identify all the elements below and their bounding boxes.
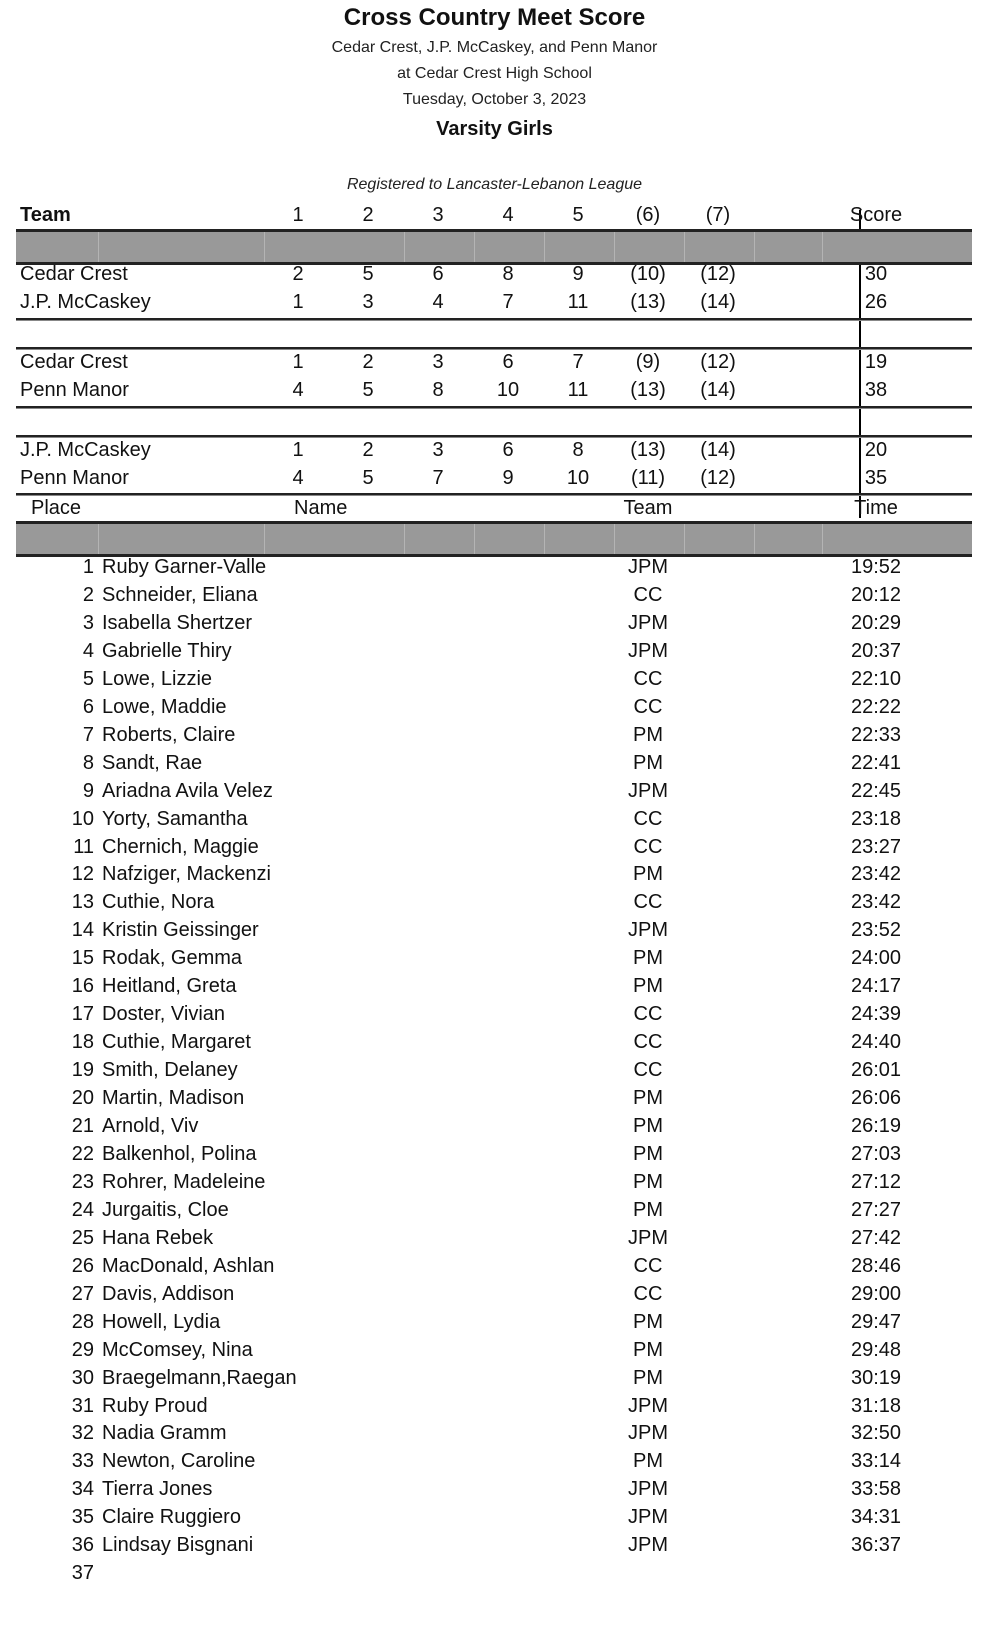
band-separator <box>474 524 475 554</box>
matchup-place: 7 <box>502 291 514 313</box>
result-place: 9 <box>82 779 94 802</box>
band-separator <box>404 524 405 554</box>
result-name: Martin, Madison <box>102 1087 245 1110</box>
result-name: Jurgaitis, Cloe <box>102 1198 229 1221</box>
result-place: 10 <box>71 807 94 830</box>
result-place: 5 <box>82 667 94 690</box>
matchup-place: 10 <box>566 467 590 489</box>
matchup-score: 20 <box>864 439 888 461</box>
results-header-name: Name <box>294 497 348 519</box>
band-separator <box>684 232 685 262</box>
result-name: Cuthie, Nora <box>102 891 215 914</box>
matchup-team-name: Penn Manor <box>20 379 129 401</box>
matchup-score: 26 <box>864 291 888 313</box>
matchup-place: (14) <box>700 291 736 313</box>
result-time: 22:22 <box>850 695 902 718</box>
meet-venue: at Cedar Crest High School <box>397 65 592 82</box>
result-place: 18 <box>71 1031 94 1054</box>
result-team: PM <box>633 1450 663 1473</box>
result-team: JPM <box>628 779 668 802</box>
result-place: 31 <box>71 1394 94 1417</box>
band-separator <box>98 232 99 262</box>
result-place: 12 <box>71 863 94 886</box>
matchup-place: 10 <box>496 379 520 401</box>
result-name: Howell, Lydia <box>102 1310 221 1333</box>
result-team: PM <box>633 1366 663 1389</box>
result-team: PM <box>633 751 663 774</box>
result-time: 22:45 <box>850 779 902 802</box>
result-time: 22:33 <box>850 723 902 746</box>
result-name: Ruby Garner-Valle <box>102 556 267 578</box>
matchup-place: 3 <box>432 439 444 461</box>
result-place: 1 <box>82 556 94 578</box>
score-header-place-6: (6) <box>635 204 661 226</box>
matchup-place: 8 <box>572 439 584 461</box>
result-time: 19:52 <box>850 556 902 578</box>
result-team: JPM <box>628 919 668 942</box>
result-team: PM <box>633 1338 663 1361</box>
matchup-place: 11 <box>567 379 589 401</box>
result-name: Ariadna Avila Velez <box>102 779 273 802</box>
result-name: Nafziger, Mackenzi <box>102 863 271 886</box>
result-team: JPM <box>628 639 668 662</box>
result-name: Lowe, Maddie <box>102 695 227 718</box>
result-team: JPM <box>628 1422 668 1445</box>
result-name: Hana Rebek <box>102 1226 214 1249</box>
result-name: Kristin Geissinger <box>102 919 259 942</box>
result-team: JPM <box>628 1394 668 1417</box>
matchup-place: 7 <box>432 467 444 489</box>
matchup-place: (12) <box>700 351 736 373</box>
result-name: Smith, Delaney <box>102 1059 238 1082</box>
results-header-band <box>16 521 972 557</box>
result-name: Balkenhol, Polina <box>102 1142 257 1165</box>
result-team: CC <box>633 1059 663 1082</box>
score-header-place-5: 5 <box>572 204 584 226</box>
matchup-place: (13) <box>630 291 666 313</box>
result-team: CC <box>633 1003 663 1026</box>
score-header-score: Score <box>849 204 903 226</box>
result-time: 26:06 <box>850 1087 902 1110</box>
result-place: 20 <box>71 1087 94 1110</box>
band-separator <box>544 524 545 554</box>
matchup-team-name: J.P. McCaskey <box>20 291 151 313</box>
matchup-place: 1 <box>292 351 304 373</box>
result-place: 13 <box>71 891 94 914</box>
result-team: CC <box>633 1031 663 1054</box>
band-separator <box>264 524 265 554</box>
result-team: CC <box>633 835 663 858</box>
result-time: 23:27 <box>850 835 902 858</box>
matchup-place: 4 <box>292 467 304 489</box>
result-name: Davis, Addison <box>102 1282 235 1305</box>
result-team: PM <box>633 723 663 746</box>
result-name: Lindsay Bisgnani <box>102 1534 254 1557</box>
result-place: 17 <box>71 1003 94 1026</box>
result-name: Yorty, Samantha <box>102 807 248 830</box>
result-time: 27:27 <box>850 1198 902 1221</box>
result-time: 22:41 <box>850 751 902 774</box>
result-team: CC <box>633 1254 663 1277</box>
matchup-team-name: Cedar Crest <box>20 263 128 285</box>
result-place: 32 <box>71 1422 94 1445</box>
result-place: 16 <box>71 975 94 998</box>
result-time: 20:37 <box>850 639 902 662</box>
band-separator <box>614 232 615 262</box>
result-place: 24 <box>71 1198 94 1221</box>
band-separator <box>822 232 823 262</box>
result-name: Rodak, Gemma <box>102 947 243 970</box>
score-header-place-2: 2 <box>362 204 374 226</box>
result-time: 24:40 <box>850 1031 902 1054</box>
matchup-team-name: J.P. McCaskey <box>20 439 151 461</box>
result-place: 36 <box>71 1534 94 1557</box>
result-name: McComsey, Nina <box>102 1338 253 1361</box>
result-place: 3 <box>82 611 94 634</box>
table-rule <box>16 406 972 409</box>
matchup-place: (10) <box>630 263 666 285</box>
result-team: CC <box>633 807 663 830</box>
matchup-place: (11) <box>630 467 666 489</box>
result-team: PM <box>633 863 663 886</box>
result-time: 34:31 <box>850 1506 902 1529</box>
matchup-place: 8 <box>502 263 514 285</box>
result-place: 21 <box>71 1115 94 1137</box>
result-name: MacDonald, Ashlan <box>102 1254 275 1277</box>
result-time: 29:00 <box>850 1282 902 1305</box>
results-header-team: Team <box>623 497 673 519</box>
matchup-team-name: Cedar Crest <box>20 351 128 373</box>
matchup-place: 8 <box>432 379 444 401</box>
matchup-score: 19 <box>864 351 888 373</box>
result-name: Ruby Proud <box>102 1394 208 1417</box>
band-separator <box>474 232 475 262</box>
result-team: PM <box>633 1198 663 1221</box>
result-time: 23:18 <box>850 807 902 830</box>
result-team: JPM <box>628 1534 668 1557</box>
matchup-place: 2 <box>362 439 374 461</box>
matchup-place: (13) <box>630 379 666 401</box>
result-place: 4 <box>82 639 94 662</box>
matchup-place: (14) <box>700 379 736 401</box>
result-time: 20:12 <box>850 583 902 606</box>
score-header-team: Team <box>20 204 71 226</box>
result-team: PM <box>633 1115 663 1137</box>
band-separator <box>822 524 823 554</box>
table-rule <box>16 318 972 321</box>
result-name: Isabella Shertzer <box>102 611 253 634</box>
band-separator <box>264 232 265 262</box>
result-place: 15 <box>71 947 94 970</box>
result-place: 6 <box>82 695 94 718</box>
result-name: Roberts, Claire <box>102 723 236 746</box>
result-name: Gabrielle Thiry <box>102 639 232 662</box>
band-separator <box>754 232 755 262</box>
result-time: 24:39 <box>850 1003 902 1026</box>
result-name: Claire Ruggiero <box>102 1506 241 1529</box>
meet-teams: Cedar Crest, J.P. McCaskey, and Penn Manor <box>331 39 658 56</box>
results-header-place: Place <box>30 497 82 519</box>
matchup-place: (12) <box>700 467 736 489</box>
result-time: 23:42 <box>850 891 902 914</box>
result-name: Sandt, Rae <box>102 751 203 774</box>
result-time: 31:18 <box>850 1394 902 1417</box>
result-name: Rohrer, Madeleine <box>102 1170 266 1193</box>
matchup-score: 30 <box>864 263 888 285</box>
result-place: 33 <box>71 1450 94 1473</box>
matchup-place: 5 <box>362 379 374 401</box>
result-place: 27 <box>71 1282 94 1305</box>
matchup-place: 6 <box>502 351 514 373</box>
result-place: 30 <box>71 1366 94 1389</box>
matchup-place: 1 <box>292 439 304 461</box>
result-place: 34 <box>71 1478 94 1501</box>
result-team: CC <box>633 891 663 914</box>
result-name: Braegelmann,Raegan <box>102 1366 297 1389</box>
result-place: 2 <box>82 583 94 606</box>
matchup-place: 11 <box>567 291 589 313</box>
result-team: CC <box>633 583 663 606</box>
meet-date: Tuesday, October 3, 2023 <box>402 91 587 108</box>
result-name: Nadia Gramm <box>102 1422 227 1445</box>
page-title: Cross Country Meet Score <box>343 4 646 31</box>
result-time: 24:17 <box>850 975 902 998</box>
result-place: 28 <box>71 1310 94 1333</box>
band-separator <box>544 232 545 262</box>
score-header-place-4: 4 <box>502 204 514 226</box>
result-team: JPM <box>628 1226 668 1249</box>
matchup-place: (9) <box>635 351 661 373</box>
league-note: Registered to Lancaster-Lebanon League <box>346 176 643 193</box>
result-time: 20:29 <box>850 611 902 634</box>
band-separator <box>404 232 405 262</box>
result-place: 35 <box>71 1506 94 1529</box>
result-name: Arnold, Viv <box>102 1115 199 1137</box>
matchup-place: 2 <box>292 263 304 285</box>
matchup-place: 3 <box>432 351 444 373</box>
result-time: 29:47 <box>850 1310 902 1333</box>
matchup-place: 9 <box>572 263 584 285</box>
score-header-place-3: 3 <box>432 204 444 226</box>
result-place: 25 <box>71 1226 94 1249</box>
table-rule <box>16 347 972 350</box>
matchup-place: (13) <box>630 439 666 461</box>
band-separator <box>684 524 685 554</box>
matchup-place: 4 <box>292 379 304 401</box>
result-time: 33:58 <box>850 1478 902 1501</box>
table-rule <box>16 493 972 496</box>
result-team: CC <box>633 695 663 718</box>
result-team: PM <box>633 947 663 970</box>
result-name: Doster, Vivian <box>102 1003 226 1026</box>
result-team: JPM <box>628 1506 668 1529</box>
band-separator <box>614 524 615 554</box>
result-time: 29:48 <box>850 1338 902 1361</box>
matchup-place: 1 <box>292 291 304 313</box>
matchup-place: 9 <box>502 467 514 489</box>
result-place: 8 <box>82 751 94 774</box>
matchup-place: 4 <box>432 291 444 313</box>
result-time: 26:01 <box>850 1059 902 1082</box>
matchup-place: 3 <box>362 291 374 313</box>
result-name: Heitland, Greta <box>102 975 237 998</box>
result-time: 27:12 <box>850 1170 902 1193</box>
matchup-place: (14) <box>700 439 736 461</box>
result-place: 19 <box>71 1059 94 1082</box>
result-time: 22:10 <box>850 667 902 690</box>
matchup-place: 6 <box>502 439 514 461</box>
result-team: PM <box>633 1142 663 1165</box>
result-place: 23 <box>71 1170 94 1193</box>
result-place: 29 <box>71 1338 94 1361</box>
matchup-score: 35 <box>864 467 888 489</box>
table-rule <box>16 435 972 438</box>
results-header-time: Time <box>854 497 898 519</box>
result-time: 32:50 <box>850 1422 902 1445</box>
score-header-place-7: (7) <box>705 204 731 226</box>
result-team: PM <box>633 975 663 998</box>
result-team: PM <box>633 1310 663 1333</box>
result-name: Lowe, Lizzie <box>102 667 213 690</box>
result-name: Schneider, Eliana <box>102 583 258 606</box>
matchup-place: 7 <box>572 351 584 373</box>
matchup-score: 38 <box>864 379 888 401</box>
result-place: 26 <box>71 1254 94 1277</box>
result-time: 33:14 <box>850 1450 902 1473</box>
result-time: 30:19 <box>850 1366 902 1389</box>
score-header-band <box>16 229 972 265</box>
matchup-place: 6 <box>432 263 444 285</box>
result-place: 22 <box>71 1142 94 1165</box>
result-time: 26:19 <box>850 1115 902 1137</box>
matchup-place: 2 <box>362 351 374 373</box>
result-team: PM <box>633 1170 663 1193</box>
matchup-place: 5 <box>362 467 374 489</box>
result-name: Tierra Jones <box>102 1478 213 1501</box>
band-separator <box>754 524 755 554</box>
result-time: 27:42 <box>850 1226 902 1249</box>
result-place: 37 <box>71 1562 94 1585</box>
result-time: 23:52 <box>850 919 902 942</box>
matchup-place: (12) <box>700 263 736 285</box>
result-name: Chernich, Maggie <box>102 835 259 858</box>
result-team: JPM <box>628 556 668 578</box>
result-team: CC <box>633 667 663 690</box>
result-time: 23:42 <box>850 863 902 886</box>
result-name: Newton, Caroline <box>102 1450 256 1473</box>
result-team: JPM <box>628 1478 668 1501</box>
result-time: 24:00 <box>850 947 902 970</box>
result-team: JPM <box>628 611 668 634</box>
score-header-place-1: 1 <box>292 204 304 226</box>
result-place: 11 <box>73 835 94 858</box>
result-name: Cuthie, Margaret <box>102 1031 251 1054</box>
division-title: Varsity Girls <box>436 118 553 140</box>
result-time: 28:46 <box>850 1254 902 1277</box>
matchup-team-name: Penn Manor <box>20 467 129 489</box>
result-time: 36:37 <box>850 1534 902 1557</box>
result-team: CC <box>633 1282 663 1305</box>
matchup-place: 5 <box>362 263 374 285</box>
result-team: PM <box>633 1087 663 1110</box>
band-separator <box>98 524 99 554</box>
result-place: 7 <box>82 723 94 746</box>
result-place: 14 <box>71 919 94 942</box>
result-time: 27:03 <box>850 1142 902 1165</box>
